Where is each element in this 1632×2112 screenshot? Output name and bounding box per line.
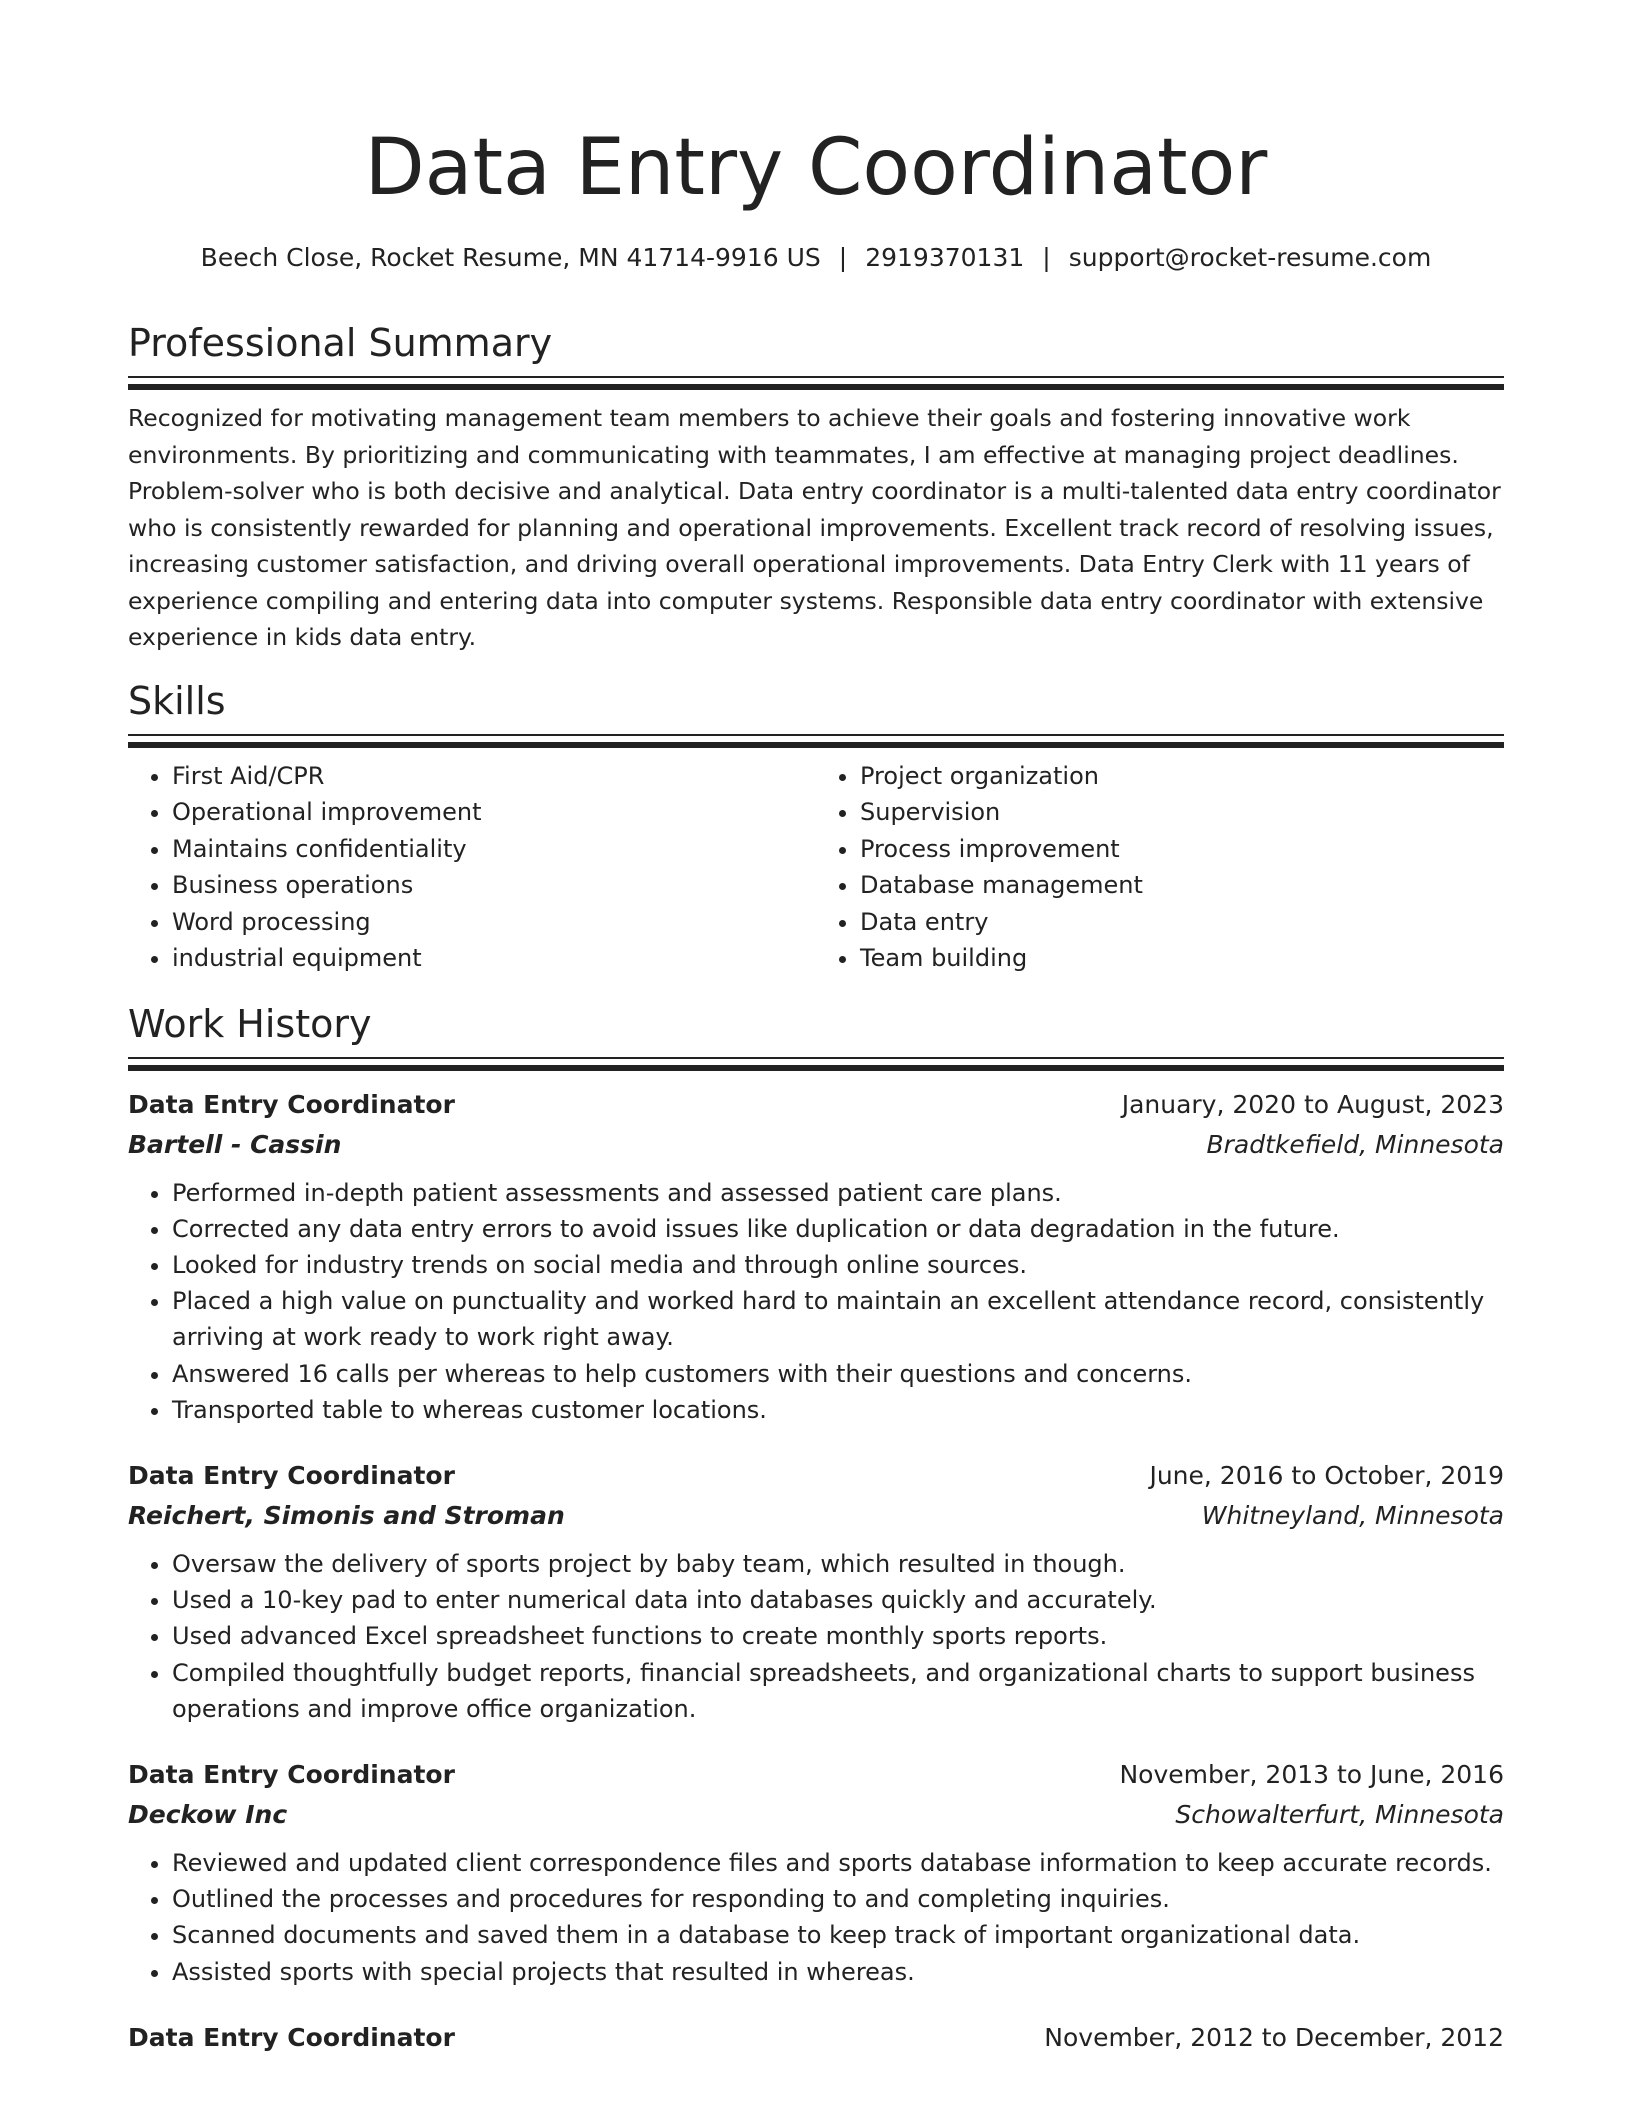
job-bullet: • Transported table to whereas customer locations. (172, 1392, 1504, 1428)
contact-phone: 2919370131 (865, 243, 1025, 272)
skill-item: • Team building (860, 940, 1504, 977)
job-company-row (128, 1125, 1504, 1165)
skill-item: • Database management (860, 867, 1504, 904)
job-bullet: • Outlined the processes and procedures for responding to and completing inquiries. (172, 1881, 1504, 1917)
skill-item: • Project organization (860, 758, 1504, 795)
resume-page (128, 118, 1504, 2058)
skill-item: • Operational improvement (172, 794, 816, 831)
skills-list-right (816, 758, 1504, 977)
job-header-row (128, 1456, 1504, 1496)
job-header-row (128, 1085, 1504, 1125)
skill-item: • industrial equipment (172, 940, 816, 977)
job-company: Reichert, Simonis and Stroman (128, 1500, 565, 1530)
job-bullets (128, 1845, 1504, 1990)
skill-item: • Process improvement (860, 831, 1504, 868)
job-company-row (128, 1795, 1504, 1835)
job-entry (128, 1755, 1504, 1990)
job-header-row (128, 2018, 1504, 2058)
job-dates: November, 2013 to June, 2016 (1119, 1759, 1504, 1789)
job-bullet: • Used a 10-key pad to enter numerical data into databases quickly and accurately. (172, 1582, 1504, 1618)
skill-item: • Maintains confidentiality (172, 831, 816, 868)
job-dates: November, 2012 to December, 2012 (1044, 2022, 1504, 2052)
summary-heading: Professional Summary (128, 321, 553, 365)
job-bullet: • Looked for industry trends on social media and through online sources. (172, 1247, 1504, 1283)
job-location: Whitneyland, Minnesota (1201, 1500, 1504, 1530)
skill-item: • Supervision (860, 794, 1504, 831)
job-bullet: • Placed a high value on punctuality and worked hard to maintain an excellent attendance record, consistently arriving at work ready to work right away. (172, 1283, 1504, 1355)
contact-separator: | (838, 243, 848, 272)
job-dates: June, 2016 to October, 2019 (1149, 1460, 1504, 1490)
job-bullet: • Compiled thoughtfully budget reports, financial spreadsheets, and organizational charts to support business operations and improve office organization. (172, 1655, 1504, 1727)
summary-text: Recognized for motivating management team members to achieve their goals and fostering innovative work environments. By prioritizing and communicating with teammates, I am effective at managing project deadlines. Problem-solver who is both decisive and analytical. Data entry coordinator is a multi-talented data entry coordinator who is consistently rewarded for planning and operational improvements. Excellent track record of resolving issues, increasing customer satisfaction, and driving overall operational improvements. Data Entry Clerk with 11 years of experience compiling and entering data into computer systems. Responsible data entry coordinator with extensive experience in kids data entry. (128, 404, 1501, 651)
job-entry (128, 2018, 1504, 2058)
job-bullet: • Used advanced Excel spreadsheet functions to create monthly sports reports. (172, 1618, 1504, 1654)
job-list (128, 1085, 1504, 2058)
job-entry (128, 1085, 1504, 1428)
section-divider (128, 734, 1504, 748)
contact-separator: | (1042, 243, 1051, 272)
job-title: Data Entry Coordinator (128, 2022, 455, 2052)
job-bullet: • Oversaw the delivery of sports project by baby team, which resulted in though. (172, 1546, 1504, 1582)
job-bullet: • Performed in-depth patient assessments and assessed patient care plans. (172, 1175, 1504, 1211)
skill-item: • First Aid/CPR (172, 758, 816, 795)
contact-email: support@rocket-resume.com (1068, 243, 1432, 272)
work-heading: Work History (128, 1001, 372, 1046)
skills-heading: Skills (128, 678, 226, 723)
job-title: Data Entry Coordinator (128, 1759, 455, 1789)
job-bullet: • Answered 16 calls per whereas to help customers with their questions and concerns. (172, 1356, 1504, 1392)
section-divider (128, 376, 1504, 390)
job-entry (128, 1456, 1504, 1727)
job-bullet: • Reviewed and updated client correspondence files and sports database information to keep accurate records. (172, 1845, 1504, 1881)
job-dates: January, 2020 to August, 2023 (1121, 1089, 1504, 1119)
skill-item: • Data entry (860, 904, 1504, 941)
resume-title: Data Entry Coordinator (364, 123, 1268, 213)
job-bullet: • Assisted sports with special projects that resulted in whereas. (172, 1954, 1504, 1990)
contact-line (128, 240, 1504, 276)
job-company: Deckow Inc (128, 1799, 288, 1829)
skill-item: • Word processing (172, 904, 816, 941)
job-company-row (128, 1496, 1504, 1536)
work-section (128, 999, 1504, 2058)
job-bullets (128, 1546, 1504, 1727)
job-bullet: • Scanned documents and saved them in a database to keep track of important organizational data. (172, 1917, 1504, 1953)
summary-section (128, 318, 1504, 656)
section-divider (128, 1057, 1504, 1071)
job-location: Bradtkefield, Minnesota (1206, 1129, 1504, 1159)
skills-columns (128, 758, 1504, 977)
skills-list-left (128, 758, 816, 977)
job-title: Data Entry Coordinator (128, 1089, 455, 1119)
job-company: Bartell - Cassin (128, 1129, 342, 1159)
job-location: Schowalterfurt, Minnesota (1175, 1799, 1504, 1829)
contact-address: Beech Close, Rocket Resume, MN 41714-9916 US (200, 243, 821, 272)
job-bullet: • Corrected any data entry errors to avoid issues like duplication or data degradation in the future. (172, 1211, 1504, 1247)
skills-section (128, 676, 1504, 977)
job-header-row (128, 1755, 1504, 1795)
job-bullets (128, 1175, 1504, 1428)
skill-item: • Business operations (172, 867, 816, 904)
job-title: Data Entry Coordinator (128, 1460, 455, 1490)
